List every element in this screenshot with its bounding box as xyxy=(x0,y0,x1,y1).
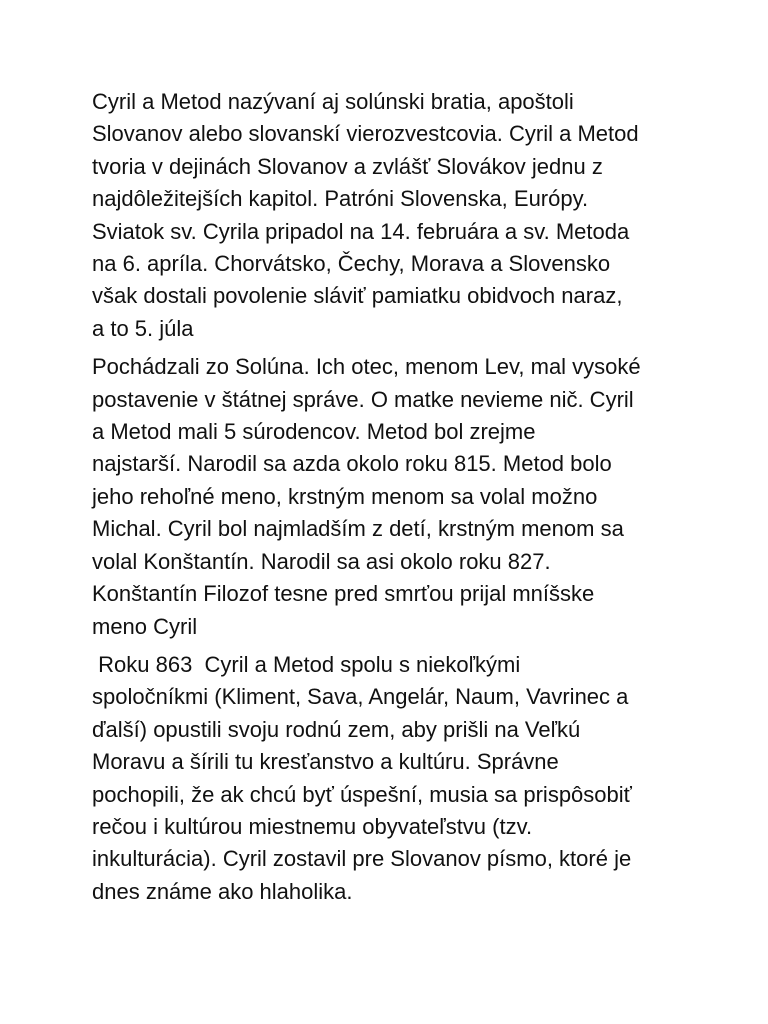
paragraph-3: Roku 863 Cyril a Metod spolu s niekoľkými spoločníkmi (Kliment, Sava, Angelár, Naum, Vavrinec a ďalší) opustili svoju rodnú zem, aby prišli na Veľkú Moravu a šírili tu kresťanstvo a kultúru. Správne pochopili, že ak chcú byť úspešní, musia sa prispôsobiť rečou i kultúrou miestnemu obyvateľstvu (tzv. inkulturácia). Cyril zostavil pre Slovanov písmo, ktoré je dnes známe ako hlaholika. xyxy=(92,651,632,904)
paragraph-1: Cyril a Metod nazývaní aj solúnski bratia, apoštoli Slovanov alebo slovanskí vierozvestcovia. Cyril a Metod tvoria v dejinách Slovanov a zvlášť Slovákov jednu z najdôležitejších kapitol. Patróni Slovenska, Európy. Sviatok sv. Cyrila pripadol na 14. februára a sv. Metoda na 6. apríla. Chorvátsko, Čechy, Morava a Slovensko však dostali povolenie sláviť pamiatku obidvoch naraz, a to 5. júla xyxy=(92,89,639,341)
paragraph-2: Pochádzali zo Solúna. Ich otec, menom Lev, mal vysoké postavenie v štátnej správe. O matke nevieme nič. Cyril a Metod mali 5 súrodencov. Metod bol zrejme najstarší. Narodil sa azda okolo roku 815. Metod bolo jeho rehoľné meno, krstným menom sa volal možno Michal. Cyril bol najmladším z detí, krstným menom sa volal Konštantín. Narodil sa asi okolo roku 827. Konštantín Filozof tesne pred smrťou prijal mníšske meno Cyril xyxy=(92,354,641,639)
document-body xyxy=(92,86,692,914)
